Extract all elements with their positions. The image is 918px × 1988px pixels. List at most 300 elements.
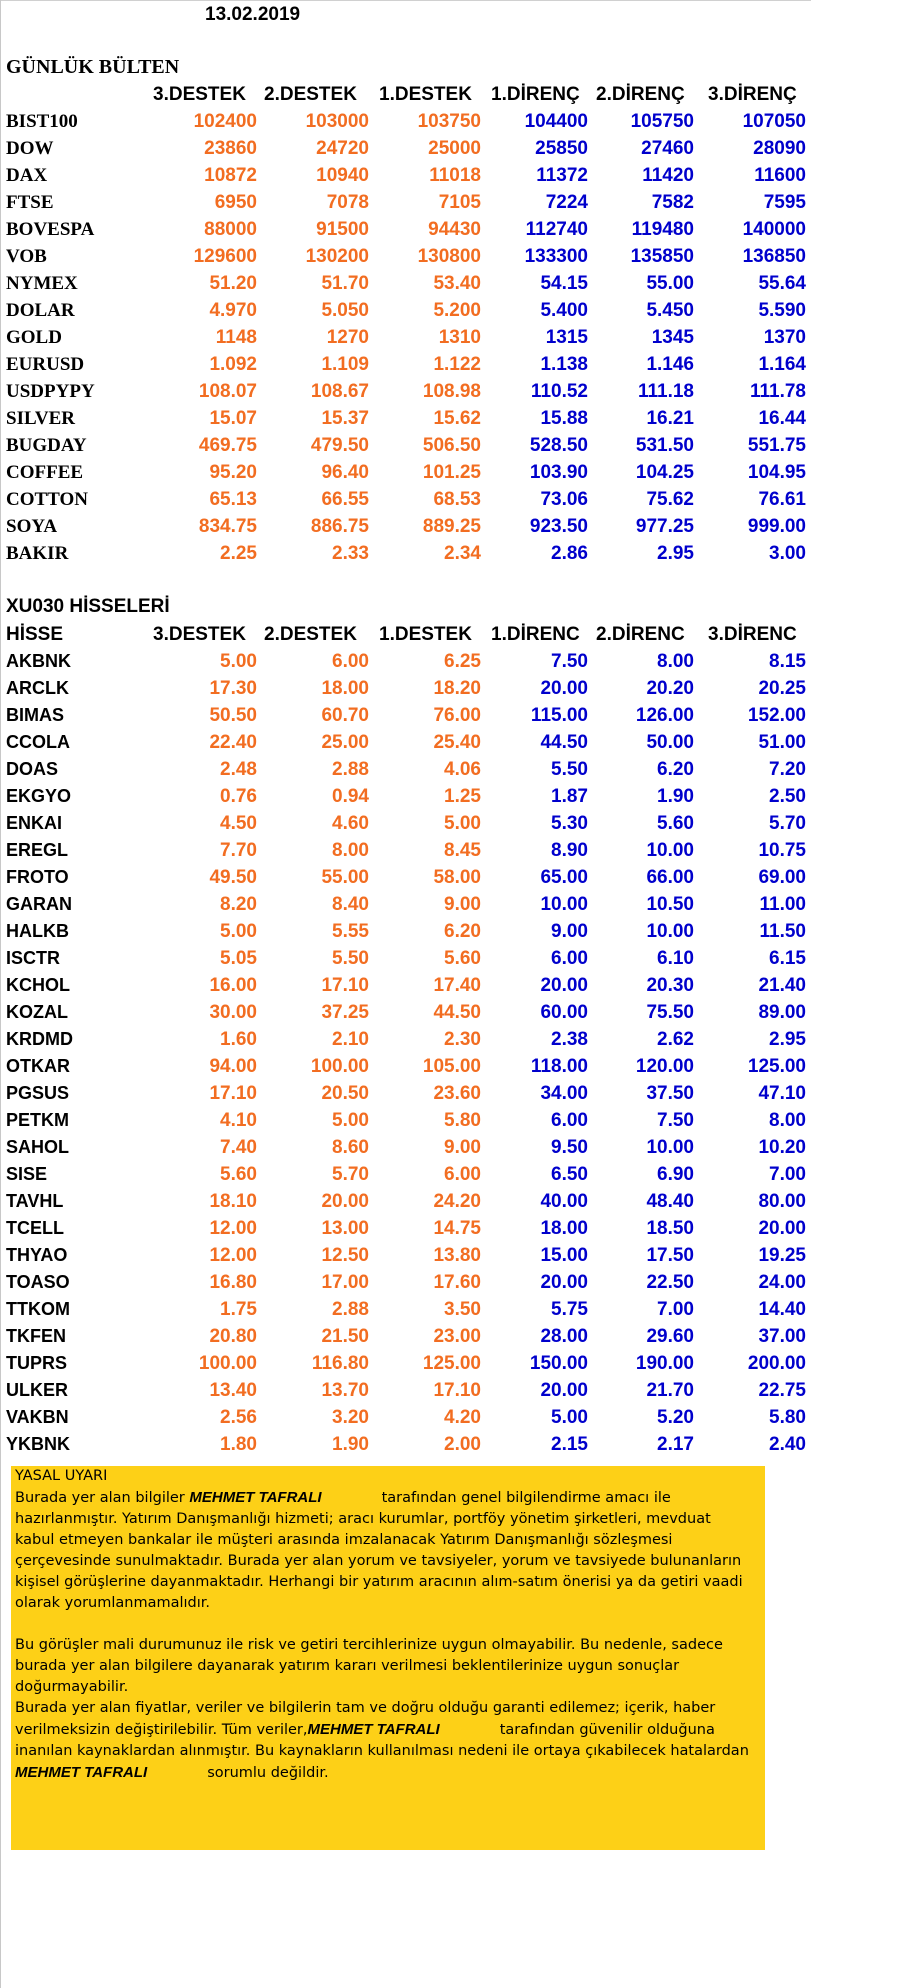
instrument-name: DOLAR	[6, 300, 75, 321]
resistance-value: 5.50	[551, 759, 588, 780]
support-value: 18.10	[209, 1191, 257, 1212]
table-row	[1, 1296, 811, 1323]
column-header: 3.DİRENÇ	[708, 84, 797, 105]
support-value: 8.00	[332, 840, 369, 861]
resistance-value: 16.44	[758, 408, 806, 429]
disclaimer-text: Burada yer alan bilgiler	[15, 1490, 185, 1506]
disclaimer-text: doğurmayabilir.	[15, 1679, 129, 1695]
support-value: 1.90	[332, 1434, 369, 1455]
support-value: 5.00	[220, 921, 257, 942]
resistance-value: 1.90	[657, 786, 694, 807]
table-row	[1, 297, 811, 324]
resistance-value: 126.00	[635, 705, 694, 726]
resistance-value: 136850	[742, 246, 806, 267]
resistance-value: 11420	[642, 165, 694, 186]
disclaimer-text: kişisel görüşlerine dayanmaktadır. Herhangi bir yatırım aracının alım-satım önerisi ya da getiri vaadi	[15, 1574, 743, 1590]
disclaimer-text: tarafından genel bilgilendirme amacı ile	[381, 1490, 671, 1506]
resistance-value: 27460	[641, 138, 694, 159]
resistance-value: 10.75	[758, 840, 806, 861]
support-value: 125.00	[422, 1353, 481, 1374]
table-row	[1, 108, 811, 135]
support-value: 5.00	[332, 1110, 369, 1131]
resistance-value: 5.450	[646, 300, 694, 321]
support-value: 9.00	[444, 1137, 481, 1158]
bulletin-title: GÜNLÜK BÜLTEN	[6, 56, 180, 78]
resistance-value: 140000	[742, 219, 806, 240]
table-row	[1, 378, 811, 405]
instrument-name: TUPRS	[6, 1353, 68, 1373]
support-value: 21.50	[321, 1326, 369, 1347]
resistance-value: 21.40	[758, 975, 806, 996]
instrument-name: EKGYO	[6, 786, 72, 806]
support-value: 100.00	[310, 1056, 369, 1077]
support-value: 479.50	[310, 435, 369, 456]
author-name: MEHMET TAFRALI	[189, 1489, 322, 1506]
support-value: 2.30	[444, 1029, 481, 1050]
support-value: 96.40	[321, 462, 369, 483]
resistance-value: 1.164	[758, 354, 806, 375]
support-value: 1.25	[444, 786, 481, 807]
resistance-value: 75.62	[646, 489, 694, 510]
support-value: 6.00	[444, 1164, 481, 1185]
support-value: 12.00	[209, 1245, 257, 1266]
resistance-value: 528.50	[529, 435, 588, 456]
instrument-name: TOASO	[6, 1272, 70, 1292]
resistance-value: 551.75	[747, 435, 806, 456]
support-value: 7.40	[220, 1137, 257, 1158]
table-row	[1, 324, 811, 351]
table-row	[1, 216, 811, 243]
resistance-value: 5.70	[769, 813, 806, 834]
table-row	[1, 1215, 811, 1242]
resistance-value: 103.90	[529, 462, 588, 483]
resistance-value: 200.00	[747, 1353, 806, 1374]
instrument-name: SAHOL	[6, 1137, 69, 1157]
support-value: 8.60	[332, 1137, 369, 1158]
header-row	[1, 621, 811, 648]
resistance-value: 104.95	[747, 462, 806, 483]
support-value: 102400	[193, 111, 257, 132]
resistance-value: 5.590	[758, 300, 806, 321]
table-row	[1, 648, 811, 675]
support-value: 2.10	[332, 1029, 369, 1050]
support-value: 25000	[428, 138, 481, 159]
support-value: 6.25	[444, 651, 481, 672]
support-value: 0.94	[332, 786, 369, 807]
support-value: 129600	[193, 246, 257, 267]
resistance-value: 65.00	[540, 867, 588, 888]
support-value: 8.40	[332, 894, 369, 915]
table-row	[1, 351, 811, 378]
support-value: 7.70	[220, 840, 257, 861]
support-value: 17.10	[433, 1380, 481, 1401]
support-value: 5.00	[444, 813, 481, 834]
resistance-value: 1370	[763, 327, 806, 348]
instrument-name: OTKAR	[6, 1056, 70, 1076]
support-value: 2.25	[220, 543, 257, 564]
resistance-value: 20.25	[758, 678, 806, 699]
disclaimer-text: kabul etmeyen bankalar ile müşteri arasında imzalanacak Yatırım Danışmanlığı sözleşmesi	[15, 1532, 673, 1548]
table-row	[1, 1080, 811, 1107]
resistance-value: 47.10	[758, 1083, 806, 1104]
resistance-value: 923.50	[529, 516, 588, 537]
support-value: 2.88	[332, 1299, 369, 1320]
disclaimer-text: sorumlu değildir.	[207, 1765, 329, 1781]
support-value: 18.00	[321, 678, 369, 699]
instrument-name: FROTO	[6, 867, 69, 887]
support-value: 66.55	[321, 489, 369, 510]
bulletin-date: 13.02.2019	[205, 4, 301, 25]
resistance-value: 3.00	[769, 543, 806, 564]
instrument-name: NYMEX	[6, 273, 78, 294]
support-value: 1310	[438, 327, 481, 348]
instrument-name: PGSUS	[6, 1083, 70, 1103]
support-value: 8.20	[220, 894, 257, 915]
resistance-value: 977.25	[635, 516, 694, 537]
author-name: MEHMET TAFRALI	[15, 1764, 148, 1781]
resistance-value: 15.00	[540, 1245, 588, 1266]
support-value: 4.970	[209, 300, 257, 321]
instrument-name: PETKM	[6, 1110, 69, 1130]
support-value: 7105	[438, 192, 481, 213]
resistance-value: 89.00	[758, 1002, 806, 1023]
support-value: 2.00	[444, 1434, 481, 1455]
resistance-value: 2.86	[551, 543, 588, 564]
resistance-value: 11.00	[759, 894, 806, 915]
support-value: 2.88	[332, 759, 369, 780]
support-value: 65.13	[209, 489, 257, 510]
resistance-value: 6.00	[551, 1110, 588, 1131]
support-value: 1148	[215, 327, 257, 348]
support-value: 105.00	[422, 1056, 481, 1077]
support-value: 37.25	[321, 1002, 369, 1023]
table-row	[1, 675, 811, 702]
instrument-name: DOW	[6, 138, 54, 159]
resistance-value: 7.20	[769, 759, 806, 780]
column-header: 2.DİRENÇ	[596, 84, 685, 105]
support-value: 17.10	[321, 975, 369, 996]
table-row	[1, 702, 811, 729]
resistance-value: 7224	[545, 192, 588, 213]
instrument-name: SISE	[6, 1164, 48, 1184]
resistance-value: 11600	[754, 165, 806, 186]
support-value: 5.050	[321, 300, 369, 321]
support-value: 4.20	[444, 1407, 481, 1428]
support-value: 24720	[316, 138, 369, 159]
support-value: 108.07	[198, 381, 257, 402]
support-value: 4.60	[332, 813, 369, 834]
support-value: 14.75	[433, 1218, 481, 1239]
resistance-value: 5.30	[551, 813, 588, 834]
disclaimer-text: burada yer alan bilgilere dayanarak yatırım kararı verilmesi beklentilerinize uygun sonuçlar	[15, 1658, 680, 1674]
table-row	[1, 540, 811, 567]
resistance-value: 120.00	[635, 1056, 694, 1077]
table-row	[1, 1134, 811, 1161]
support-value: 2.56	[220, 1407, 257, 1428]
disclaimer-text: tarafından güvenilir olduğuna	[499, 1722, 715, 1738]
resistance-value: 2.95	[769, 1029, 806, 1050]
instrument-name: GOLD	[6, 327, 62, 348]
support-value: 1.092	[209, 354, 257, 375]
support-value: 6950	[214, 192, 257, 213]
resistance-value: 21.70	[646, 1380, 694, 1401]
resistance-value: 104.25	[635, 462, 694, 483]
resistance-value: 125.00	[747, 1056, 806, 1077]
disclaimer-title: YASAL UYARI	[15, 1468, 108, 1484]
resistance-value: 19.25	[758, 1245, 806, 1266]
bulletin-table	[1, 81, 811, 567]
instrument-name: KOZAL	[6, 1002, 68, 1022]
table-row	[1, 999, 811, 1026]
support-value: 7078	[326, 192, 369, 213]
resistance-value: 22.75	[758, 1380, 806, 1401]
instrument-name: USDPYPY	[6, 381, 95, 402]
instrument-name: YKBNK	[6, 1434, 71, 1454]
support-value: 17.10	[209, 1083, 257, 1104]
support-value: 23860	[204, 138, 257, 159]
resistance-value: 2.95	[657, 543, 694, 564]
instrument-name: BUGDAY	[6, 435, 87, 456]
support-value: 53.40	[433, 273, 481, 294]
instrument-name: TAVHL	[6, 1191, 64, 1211]
resistance-value: 28090	[753, 138, 806, 159]
table-row	[1, 162, 811, 189]
column-header: 1.DESTEK	[379, 624, 472, 645]
resistance-value: 7595	[763, 192, 806, 213]
support-value: 44.50	[433, 1002, 481, 1023]
resistance-value: 999.00	[747, 516, 806, 537]
resistance-value: 190.00	[635, 1353, 694, 1374]
resistance-value: 5.80	[769, 1407, 806, 1428]
top-border	[1, 0, 811, 1]
resistance-value: 24.00	[758, 1272, 806, 1293]
xu030-table	[1, 621, 811, 1458]
support-value: 22.40	[209, 732, 257, 753]
support-value: 1.122	[433, 354, 481, 375]
resistance-value: 66.00	[646, 867, 694, 888]
resistance-value: 22.50	[646, 1272, 694, 1293]
support-value: 23.60	[433, 1083, 481, 1104]
instrument-name: COTTON	[6, 489, 89, 510]
table-row	[1, 513, 811, 540]
resistance-value: 16.21	[646, 408, 694, 429]
table-row	[1, 1242, 811, 1269]
resistance-value: 8.00	[769, 1110, 806, 1131]
resistance-value: 9.00	[551, 921, 588, 942]
resistance-value: 107050	[742, 111, 806, 132]
support-value: 15.62	[433, 408, 481, 429]
column-header-name: HİSSE	[6, 624, 64, 645]
table-row	[1, 810, 811, 837]
support-value: 11018	[429, 165, 481, 186]
resistance-value: 11372	[536, 165, 588, 186]
support-value: 108.67	[310, 381, 369, 402]
support-value: 1.109	[321, 354, 369, 375]
support-value: 13.80	[433, 1245, 481, 1266]
resistance-value: 28.00	[540, 1326, 588, 1347]
resistance-value: 5.400	[540, 300, 588, 321]
support-value: 103000	[305, 111, 369, 132]
instrument-name: ISCTR	[6, 948, 60, 968]
instrument-name: HALKB	[6, 921, 69, 941]
resistance-value: 115.00	[530, 705, 588, 726]
instrument-name: DAX	[6, 165, 48, 186]
disclaimer-text: Burada yer alan fiyatlar, veriler ve bilgilerin tam ve doğru olduğu garanti edilemez; içerik, haber	[15, 1700, 716, 1716]
table-row	[1, 1350, 811, 1377]
support-value: 17.40	[433, 975, 481, 996]
instrument-name: BIST100	[6, 111, 78, 132]
support-value: 95.20	[209, 462, 257, 483]
resistance-value: 150.00	[529, 1353, 588, 1374]
resistance-value: 34.00	[540, 1083, 588, 1104]
support-value: 6.00	[332, 651, 369, 672]
instrument-name: FTSE	[6, 192, 54, 213]
table-row	[1, 459, 811, 486]
resistance-value: 76.61	[758, 489, 806, 510]
table-row	[1, 189, 811, 216]
instrument-name: GARAN	[6, 894, 72, 914]
resistance-value: 55.64	[758, 273, 806, 294]
resistance-value: 7.00	[657, 1299, 694, 1320]
instrument-name: ARCLK	[6, 678, 69, 698]
table-row	[1, 1404, 811, 1431]
resistance-value: 6.50	[551, 1164, 588, 1185]
support-value: 130800	[417, 246, 481, 267]
instrument-name: SOYA	[6, 516, 58, 537]
resistance-value: 118.00	[530, 1056, 588, 1077]
support-value: 834.75	[198, 516, 257, 537]
resistance-value: 40.00	[540, 1191, 588, 1212]
support-value: 5.60	[444, 948, 481, 969]
support-value: 130200	[305, 246, 369, 267]
support-value: 58.00	[433, 867, 481, 888]
resistance-value: 20.00	[540, 1380, 588, 1401]
resistance-value: 5.60	[657, 813, 694, 834]
column-header: 1.DESTEK	[379, 84, 472, 105]
resistance-value: 112740	[525, 219, 588, 240]
support-value: 68.53	[433, 489, 481, 510]
resistance-value: 55.00	[646, 273, 694, 294]
resistance-value: 6.90	[657, 1164, 694, 1185]
table-row	[1, 1431, 811, 1458]
disclaimer-text: olarak yorumlanmamalıdır.	[15, 1595, 211, 1611]
instrument-name: SILVER	[6, 408, 76, 429]
resistance-value: 8.15	[769, 651, 806, 672]
resistance-value: 8.90	[551, 840, 588, 861]
resistance-value: 54.15	[540, 273, 588, 294]
support-value: 3.50	[444, 1299, 481, 1320]
table-row	[1, 783, 811, 810]
resistance-value: 51.00	[758, 732, 806, 753]
column-header: 2.DESTEK	[264, 84, 357, 105]
instrument-name: BIMAS	[6, 705, 64, 725]
instrument-name: BOVESPA	[6, 219, 95, 240]
support-value: 15.37	[321, 408, 369, 429]
column-header: 3.DESTEK	[153, 84, 246, 105]
support-value: 4.10	[220, 1110, 257, 1131]
instrument-name: VAKBN	[6, 1407, 69, 1427]
instrument-name: VOB	[6, 246, 47, 267]
support-value: 13.70	[321, 1380, 369, 1401]
resistance-value: 10.20	[758, 1137, 806, 1158]
support-value: 506.50	[422, 435, 481, 456]
resistance-value: 25850	[535, 138, 588, 159]
disclaimer-text: çerçevesinde sunulmaktadır. Burada yer alan yorum ve tavsiyeler, yorum ve tavsiyede bulunanların	[15, 1553, 742, 1569]
table-row	[1, 1323, 811, 1350]
table-row	[1, 1269, 811, 1296]
table-row	[1, 1188, 811, 1215]
table-row	[1, 1053, 811, 1080]
resistance-value: 7582	[651, 192, 694, 213]
resistance-value: 10.00	[540, 894, 588, 915]
instrument-name: KCHOL	[6, 975, 70, 995]
table-row	[1, 486, 811, 513]
column-header: 2.DİRENC	[596, 624, 685, 645]
resistance-value: 133300	[524, 246, 588, 267]
support-value: 101.25	[422, 462, 481, 483]
support-value: 103750	[417, 111, 481, 132]
support-value: 50.50	[209, 705, 257, 726]
resistance-value: 9.50	[551, 1137, 588, 1158]
support-value: 5.50	[332, 948, 369, 969]
resistance-value: 8.00	[657, 651, 694, 672]
support-value: 94430	[428, 219, 481, 240]
header-row	[1, 81, 811, 108]
resistance-value: 6.10	[657, 948, 694, 969]
resistance-value: 50.00	[646, 732, 694, 753]
table-row	[1, 432, 811, 459]
resistance-value: 531.50	[635, 435, 694, 456]
disclaimer-text: verilmeksizin değiştirilebilir. Tüm veriler,	[15, 1722, 308, 1738]
support-value: 12.00	[209, 1218, 257, 1239]
resistance-value: 75.50	[646, 1002, 694, 1023]
instrument-name: EURUSD	[6, 354, 85, 375]
resistance-value: 10.00	[646, 921, 694, 942]
support-value: 13.00	[321, 1218, 369, 1239]
table-row	[1, 972, 811, 999]
resistance-value: 135850	[630, 246, 694, 267]
support-value: 23.00	[433, 1326, 481, 1347]
support-value: 25.00	[321, 732, 369, 753]
support-value: 5.70	[332, 1164, 369, 1185]
table-row	[1, 1107, 811, 1134]
resistance-value: 44.50	[540, 732, 588, 753]
resistance-value: 69.00	[758, 867, 806, 888]
support-value: 889.25	[422, 516, 481, 537]
resistance-value: 2.17	[657, 1434, 694, 1455]
support-value: 88000	[204, 219, 257, 240]
support-value: 4.06	[444, 759, 481, 780]
resistance-value: 5.20	[657, 1407, 694, 1428]
support-value: 18.20	[433, 678, 481, 699]
support-value: 30.00	[209, 1002, 257, 1023]
support-value: 17.00	[321, 1272, 369, 1293]
xu030-title: XU030 HİSSELERİ	[6, 596, 170, 617]
instrument-name: TKFEN	[6, 1326, 66, 1346]
support-value: 20.50	[321, 1083, 369, 1104]
support-value: 60.70	[321, 705, 369, 726]
resistance-value: 6.20	[657, 759, 694, 780]
table-row	[1, 945, 811, 972]
resistance-value: 20.00	[540, 1272, 588, 1293]
instrument-name: KRDMD	[6, 1029, 73, 1049]
instrument-name: EREGL	[6, 840, 69, 860]
support-value: 1.80	[220, 1434, 257, 1455]
resistance-value: 1315	[545, 327, 588, 348]
support-value: 5.05	[220, 948, 257, 969]
instrument-name: ULKER	[6, 1380, 68, 1400]
support-value: 1270	[326, 327, 369, 348]
